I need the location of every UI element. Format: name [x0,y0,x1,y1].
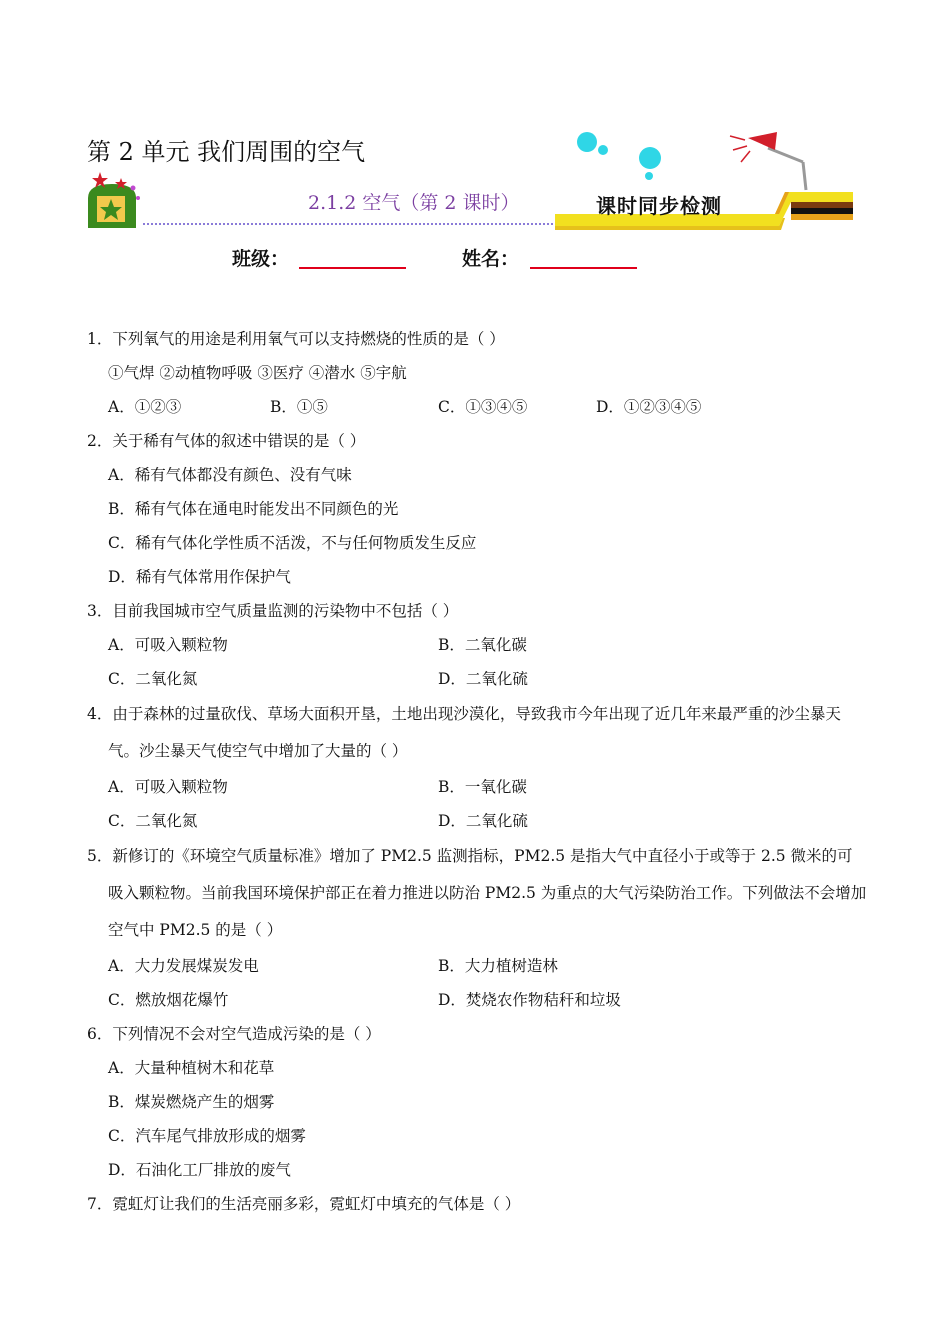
question-6 [87,1017,867,1187]
question-stem: 6．下列情况不会对空气造成污染的是（ ） [87,1025,381,1043]
option-c: C．①③④⑤ [438,398,528,416]
class-blank-line [299,267,406,269]
option-b: B．大力植树造林 [438,957,558,975]
lesson-title: 2.1.2 空气（第 2 课时） [308,192,520,214]
name-label: 姓名： [462,248,520,270]
option-c: C．汽车尾气排放形成的烟雾 [108,1127,306,1145]
bubble-decoration [639,147,661,169]
question-stem: 7．霓虹灯让我们的生活亮丽多彩，霓虹灯中填充的气体是（ ） [87,1195,521,1213]
options-row [87,804,867,838]
banner-text: 课时同步检测 [596,194,722,218]
option-a: A．①②③ [108,398,182,416]
option-a: A．稀有气体都没有颜色、没有气味 [108,466,352,484]
options-row [87,390,867,424]
option-a: A．大力发展煤炭发电 [108,957,259,975]
bubble-decoration [645,172,653,180]
option-b: B．煤炭燃烧产生的烟雾 [108,1093,275,1111]
name-blank-line [530,267,637,269]
question-stem: 1．下列氧气的用途是利用氧气可以支持燃烧的性质的是（ ） [87,330,505,348]
student-info-row [0,244,950,274]
option-b: B．稀有气体在通电时能发出不同颜色的光 [108,500,399,518]
option-c: C．燃放烟花爆竹 [108,991,229,1009]
unit-title: 第 2 单元 我们周围的空气 [87,138,366,166]
question-2 [87,424,867,594]
option-a: A．可吸入颗粒物 [108,778,228,796]
option-d: D．二氧化硫 [438,812,528,830]
bubble-decoration [577,132,597,152]
options-row [87,983,867,1017]
option-b: B．二氧化碳 [438,636,527,654]
bubble-decoration [598,145,608,155]
question-7 [87,1187,867,1221]
question-stem: 4．由于森林的过量砍伐、草场大面积开垦，土地出现沙漠化，导致我市今年出现了近几年来最严重的沙尘暴天气。沙尘暴天气使空气中增加了大量的（ ） [87,705,841,760]
options-row [87,949,867,983]
question-stem: 3．目前我国城市空气质量监测的污染物中不包括（ ） [87,602,459,620]
option-d: D．石油化工厂排放的废气 [108,1161,291,1179]
question-stem: 2．关于稀有气体的叙述中错误的是（ ） [87,432,366,450]
question-stem: 5．新修订的《环境空气质量标准》增加了 PM2.5 监测指标，PM2.5 是指大气中直径小于或等于 2.5 微米的可吸入颗粒物。当前我国环境保护部正在着力推进以防治 PM2.5 为重点的大气污染防治工作。下列做法不会增加空气中 PM2.5 的是（ ） [87,847,867,939]
option-d: D．稀有气体常用作保护气 [108,568,291,586]
option-b: B．①⑤ [270,398,328,416]
question-3 [87,594,867,696]
options-row [87,662,867,696]
option-a: A．大量种植树木和花草 [108,1059,275,1077]
question-list [87,322,867,1221]
option-c: C．二氧化氮 [108,670,198,688]
option-d: D．焚烧农作物秸秆和垃圾 [438,991,621,1009]
question-5 [87,838,867,1017]
class-label: 班级： [232,248,290,270]
option-b: B．一氧化碳 [438,778,527,796]
question-statements: ①气焊 ②动植物呼吸 ③医疗 ④潜水 ⑤宇航 [108,364,407,382]
option-c: C．二氧化氮 [108,812,198,830]
question-4 [87,696,867,838]
question-1 [87,322,867,424]
option-d: D．①②③④⑤ [596,398,702,416]
desk-lamp-icon [730,132,806,190]
options-row [87,628,867,662]
options-row [87,770,867,804]
option-d: D．二氧化硫 [438,670,528,688]
option-c: C．稀有气体化学性质不活泼，不与任何物质发生反应 [108,534,477,552]
star-badge-icon [88,172,140,228]
option-a: A．可吸入颗粒物 [108,636,228,654]
